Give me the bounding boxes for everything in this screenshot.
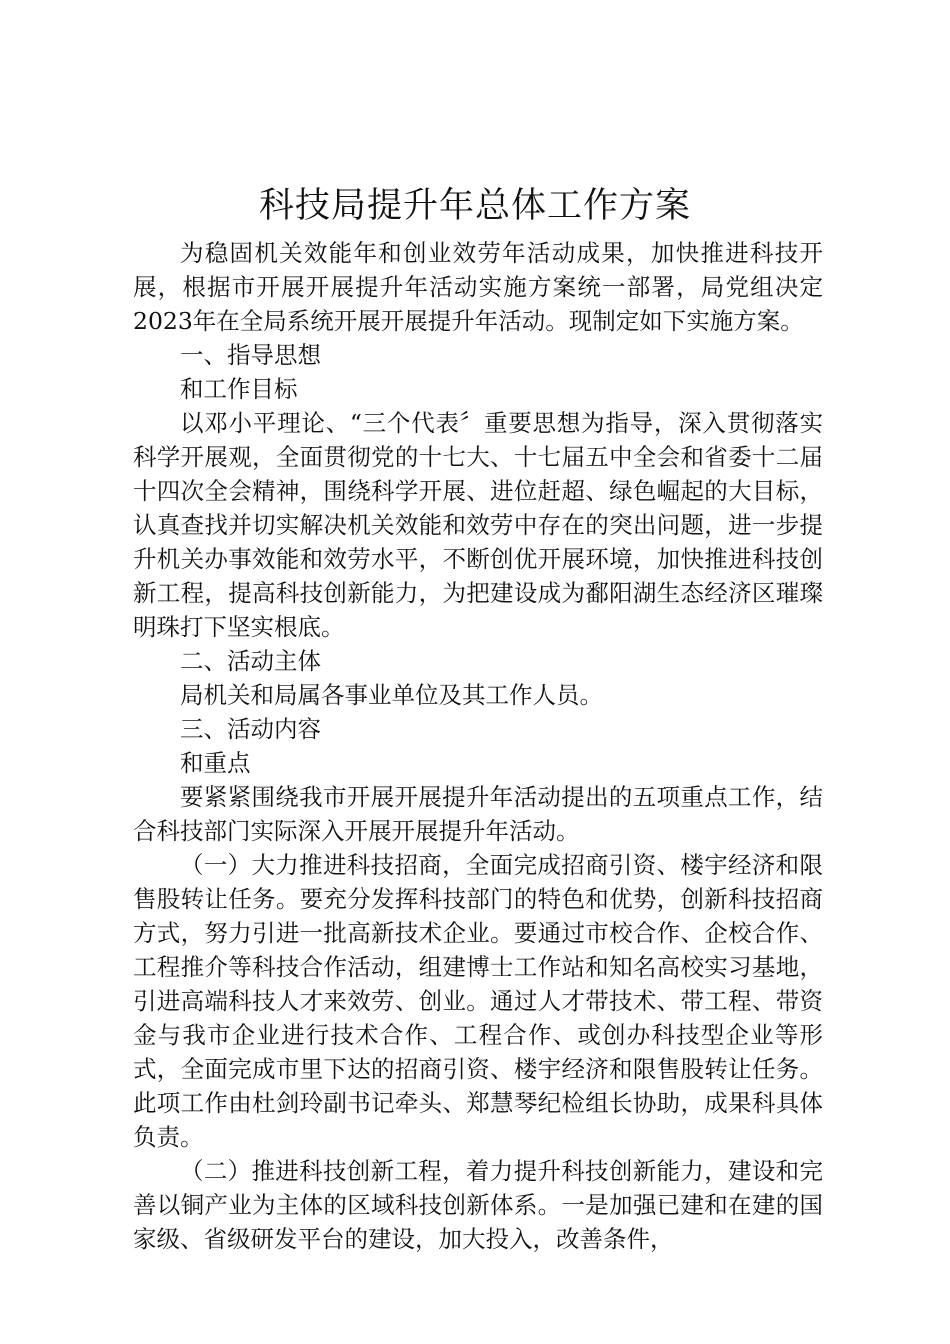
section-heading-guiding-ideology: 一、指导思想 [180, 341, 321, 369]
intro-paragraph: 为稳固机关效能年和创业效劳年活动成果，加快推进科技开展，根据市开展开展提升年活动实施方案统一部署，局党组决定2023年在全局系统开展开展提升年活动。现制定如下实施方案。 [133, 239, 823, 335]
item-two-paragraph: （二）推进科技创新工程，着力提升科技创新能力，建设和完善以铜产业为主体的区域科技创新体系。一是加强已建和在建的国家级、省级研发平台的建设，加大投入，改善条件， [133, 1157, 823, 1253]
section-heading-activity-content: 三、活动内容 [180, 715, 321, 743]
item-one-paragraph: （一）大力推进科技招商，全面完成招商引资、楼宇经济和限售股转让任务。要充分发挥科技部门的特色和优势，创新科技招商方式，努力引进一批高新技术企业。要通过市校合作、企校合作、工程推介等科技合作活动，组建博士工作站和知名高校实习基地，引进高端科技人才来效劳、创业。通过人才带技术、带工程、带资金与我市企业进行技术合作、工程合作、或创办科技型企业等形式，全面完成市里下达的招商引资、楼宇经济和限售股转让任务。此项工作由杜剑玲副书记牵头、郑慧琴纪检组长协助，成果科具体负责。 [133, 851, 823, 1151]
section-heading-activity-subject: 二、活动主体 [180, 647, 321, 675]
section-heading-key-points: 和重点 [180, 749, 251, 777]
activity-subject-paragraph: 局机关和局属各事业单位及其工作人员。 [180, 681, 603, 709]
section-heading-work-goals: 和工作目标 [180, 375, 298, 403]
activity-content-paragraph: 要紧紧围绕我市开展开展提升年活动提出的五项重点工作，结合科技部门实际深入开展开展提升年活动。 [133, 783, 823, 845]
document-body [133, 236, 823, 1256]
document-title: 科技局提升年总体工作方案 [258, 186, 691, 226]
guiding-ideology-paragraph: 以邓小平理论、“三个代表〞重要思想为指导，深入贯彻落实科学开展观，全面贯彻党的十七大、十七届五中全会和省委十二届十四次全会精神，围绕科学开展、进位赶超、绿色崛起的大目标，认真查找并切实解决机关效能和效劳中存在的突出问题，进一步提升机关办事效能和效劳水平，不断创优开展环境，加快推进科技创新工程，提高科技创新能力，为把建设成为鄱阳湖生态经济区璀璨明珠打下坚实根底。 [133, 409, 823, 641]
